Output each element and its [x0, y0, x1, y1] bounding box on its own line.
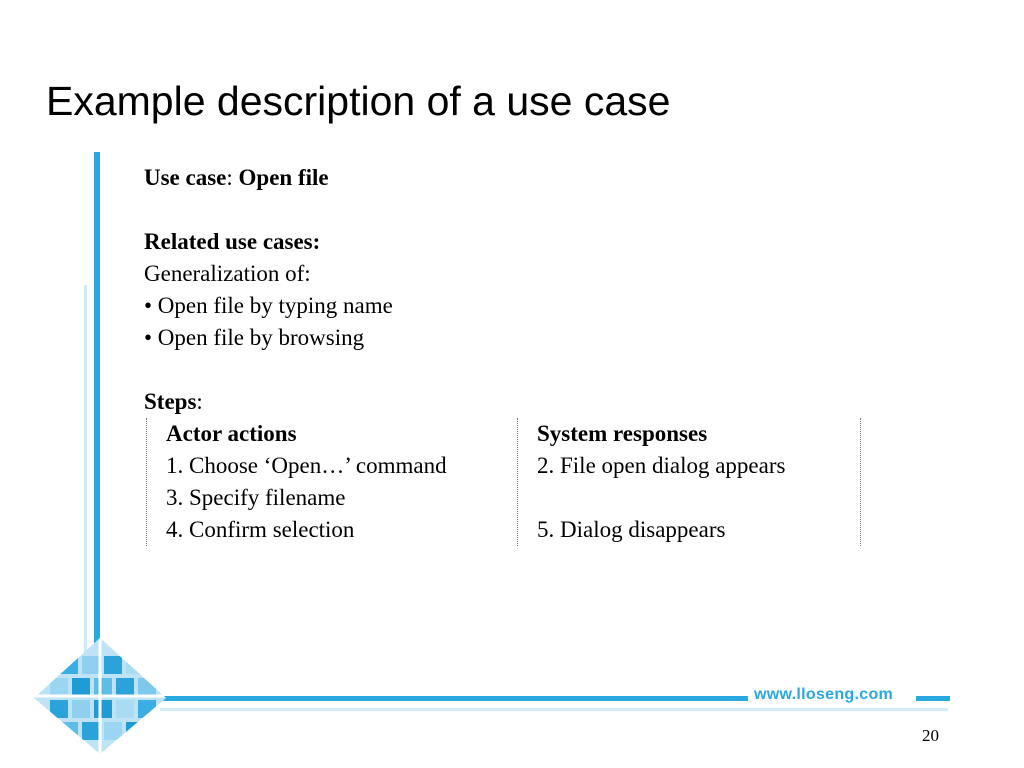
- steps-table: [144, 418, 862, 546]
- actor-actions-column: [166, 418, 516, 546]
- table-cell: 4. Confirm selection: [166, 517, 355, 542]
- spacer: [144, 194, 904, 226]
- page-number: 20: [922, 726, 939, 745]
- related-item: • Open file by typing name: [144, 293, 393, 318]
- table-divider: [860, 418, 861, 546]
- use-case-line: [144, 162, 904, 194]
- decorative-horizontal-bar-tail: [916, 696, 950, 701]
- generalization-text: Generalization of:: [144, 261, 311, 286]
- table-cell: 3. Specify filename: [166, 485, 346, 510]
- decorative-faint-vertical-bar: [84, 285, 87, 655]
- footer-url: www.lloseng.com: [754, 686, 894, 703]
- use-case-description: [144, 162, 904, 546]
- decorative-horizontal-bar: [160, 696, 748, 701]
- table-header-system-responses: System responses: [537, 421, 708, 446]
- table-cell: [537, 482, 857, 514]
- slide-title: Example description of a use case: [46, 78, 671, 124]
- diamond-logo-icon: [30, 636, 170, 756]
- steps-label: Steps: [144, 389, 197, 414]
- use-case-name: Open file: [238, 165, 329, 190]
- table-cell: 2. File open dialog appears: [537, 453, 786, 478]
- steps-colon: :: [196, 389, 203, 414]
- related-item: • Open file by browsing: [144, 325, 365, 350]
- steps-line: [144, 386, 904, 418]
- table-cell: 5. Dialog disappears: [537, 517, 726, 542]
- related-use-cases-heading: Related use cases:: [144, 229, 321, 254]
- system-responses-column: [537, 418, 857, 546]
- table-divider: [146, 418, 147, 546]
- use-case-colon: :: [226, 165, 233, 190]
- use-case-label: Use case: [144, 165, 227, 190]
- decorative-faint-horizontal-bar: [160, 708, 948, 711]
- table-cell: 1. Choose ‘Open…’ command: [166, 453, 447, 478]
- table-divider: [517, 418, 518, 546]
- decorative-vertical-bar: [94, 152, 100, 700]
- spacer: [144, 354, 904, 386]
- table-header-actor-actions: Actor actions: [166, 421, 297, 446]
